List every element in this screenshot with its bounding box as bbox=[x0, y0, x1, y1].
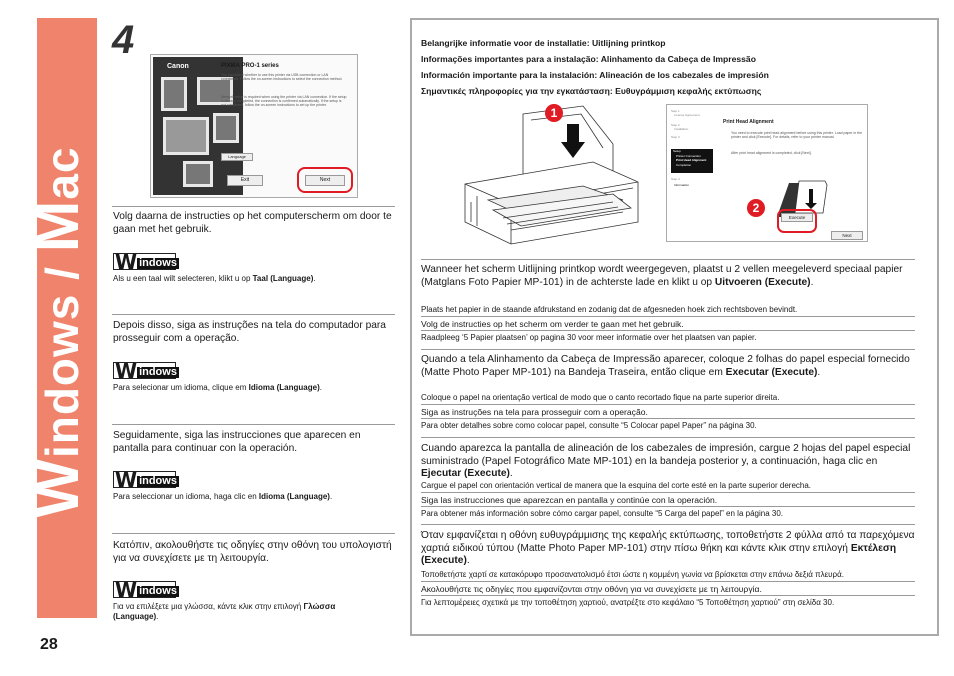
instruction-reference: Raadpleeg ‘5 Papier plaatsen’ op pagina 30 voor meer informatie over het plaatsen van papier. bbox=[421, 333, 757, 342]
divider bbox=[112, 424, 395, 425]
printer-illustration bbox=[463, 104, 653, 254]
windows-logo: W indows bbox=[115, 358, 177, 383]
step-label: Step 3 bbox=[671, 135, 680, 139]
step-number: 4 bbox=[112, 18, 135, 62]
setup-window-text: You can select whether to use this printer via USB connection or LAN connection. Follow the on-screen instructions to select the connection method. bbox=[221, 73, 343, 82]
section-text: Seguidamente, siga las instrucciones que aparecen en pantalla para continuar con la operación. bbox=[113, 430, 361, 454]
next-button[interactable]: Next bbox=[831, 231, 863, 240]
heading-es: Información importante para la instalación: Alineación de los cabezales de impresión bbox=[421, 70, 769, 80]
photo-frame bbox=[183, 161, 213, 187]
windows-logo: W indows bbox=[115, 577, 177, 602]
section-text: Κατόπιν, ακολουθήστε τις οδηγίες στην οθόνη του υπολογιστή για να συνεχίσετε με τη λειτουργία. bbox=[113, 540, 392, 564]
section-text: Volg daarna de instructies op het computerscherm om door te gaan met het gebruik. bbox=[113, 211, 392, 235]
windows-note: Para selecionar um idioma, clique em Idioma (Language). bbox=[113, 383, 322, 392]
setup-window-screenshot bbox=[150, 54, 358, 198]
divider bbox=[421, 259, 915, 260]
dialog-steps bbox=[667, 105, 715, 241]
instruction-main: Cuando aparezca la pantalla de alineación de los cabezales de impresión, cargue 2 hojas del papel especial suministrado (Papel Fotográfico Mate MP-101) en la bandeja posterior y, a continuación, haga clic en Ejecutar (Execute). bbox=[421, 443, 911, 479]
instruction-note: Cargue el papel con orientación vertical de manera que la esquina del corte esté en la parte superior derecha. bbox=[421, 481, 812, 490]
windows-logo: W indows bbox=[115, 467, 177, 492]
divider bbox=[112, 206, 395, 207]
execute-button[interactable]: Execute bbox=[781, 213, 813, 222]
side-title: Windows / Mac bbox=[23, 146, 92, 518]
windows-note: Para seleccionar un idioma, haga clic en Idioma (Language). bbox=[113, 492, 333, 501]
setup-window-title: PIXMA PRO-1 series bbox=[221, 63, 279, 69]
divider bbox=[421, 506, 915, 507]
next-button[interactable]: Next bbox=[305, 175, 345, 186]
step-label: Print Head Alignment bbox=[676, 158, 707, 162]
step-label: Step 2 bbox=[671, 123, 680, 127]
divider bbox=[421, 581, 915, 582]
windows-logo: W indows bbox=[115, 249, 177, 274]
heading-el: Σημαντικές πληροφορίες για την εγκατάσταση: Ευθυγράμμιση κεφαλής εκτύπωσης bbox=[421, 86, 762, 96]
divider bbox=[421, 404, 915, 405]
instruction-note: Τοποθετήστε χαρτί σε κατακόρυφο προσανατολισμό έτσι ώστε η κομμένη γωνία να βρίσκεται στην επάνω δεξιά πλευρά. bbox=[421, 570, 844, 579]
current-step-block bbox=[671, 149, 713, 173]
divider bbox=[421, 418, 915, 419]
instruction-note: Plaats het papier in de staande afdrukstand en zodanig dat de afgesneden hoek zich rechtsboven bevindt. bbox=[421, 305, 798, 314]
step-label: Installation bbox=[674, 127, 689, 131]
divider bbox=[421, 492, 915, 493]
instruction-follow: Volg de instructies op het scherm om verder te gaan met het gebruik. bbox=[421, 319, 684, 329]
step-label: License Agreement bbox=[674, 113, 700, 117]
brand-logo: Canon bbox=[167, 63, 189, 70]
dialog-title: Print Head Alignment bbox=[723, 119, 774, 125]
divider bbox=[421, 349, 915, 350]
divider bbox=[421, 437, 915, 438]
divider bbox=[421, 524, 915, 525]
heading-pt: Informações importantes para a instalação: Alinhamento da Cabeça de Impressão bbox=[421, 54, 756, 64]
divider bbox=[421, 330, 915, 331]
page-number: 28 bbox=[40, 636, 58, 653]
photo-frame bbox=[163, 117, 209, 155]
instruction-main: Όταν εμφανίζεται η οθόνη ευθυγράμμισης της κεφαλής εκτύπωσης, τοποθετήστε 2 φύλλα από τα παρεχόμενα χαρτιά ειδικού τύπου (Matte Photo Paper MP-101) στην πίσω θήκη και κάντε κλικ στην επιλογή Εκτέλεση (Execute). bbox=[421, 530, 915, 566]
step-badge-2: 2 bbox=[747, 199, 765, 217]
dialog-text: You need to execute print head alignment before using this printer. Load paper in the printer and click [Execute]. For details, refer to your printer manual. bbox=[731, 131, 863, 140]
step-label: Printer Connection bbox=[676, 153, 701, 158]
highlight-ring bbox=[297, 167, 353, 193]
instruction-follow: Siga as instruções na tela para prosseguir com a operação. bbox=[421, 407, 648, 417]
instruction-reference: Para obter detalhes sobre como colocar papel, consulte “5 Colocar papel Paper” na página 30. bbox=[421, 421, 757, 430]
step-label: Information bbox=[674, 183, 690, 187]
exit-button[interactable]: Exit bbox=[227, 175, 263, 186]
step-label: Step 1 bbox=[671, 109, 680, 113]
instruction-main: Wanneer het scherm Uitlijning printkop wordt weergegeven, plaatst u 2 vellen meegeleverd speciaal papier (Matglans Foto Papier MP-101) in de achterste lade en klikt u op Uitvoeren (Execute). bbox=[421, 264, 903, 288]
divider bbox=[112, 314, 395, 315]
section-text: Depois disso, siga as instruções na tela do computador para prosseguir com a operação. bbox=[113, 320, 386, 344]
dialog-text: After print head alignment is completed, click [Next]. bbox=[731, 151, 812, 155]
heading-nl: Belangrijke informatie voor de installatie: Uitlijning printkop bbox=[421, 38, 666, 48]
language-button[interactable]: Language bbox=[221, 153, 253, 161]
divider bbox=[421, 316, 915, 317]
instruction-reference: Para obtener más información sobre cómo cargar papel, consulte “5 Carga del papel” en la página 30. bbox=[421, 509, 783, 518]
step-label: Setup bbox=[673, 149, 681, 153]
step-label: Completion bbox=[676, 162, 692, 167]
setup-window-text: Network setup is required when using the printer via LAN connection. If the setup is already completed, the connection is confirmed automatically. If the setup is not completed, follow the on-screen instructions to set up the printer. bbox=[221, 95, 347, 108]
instruction-follow: Siga las instrucciones que aparezcan en pantalla y continúe con la operación. bbox=[421, 495, 718, 505]
divider bbox=[421, 595, 915, 596]
important-headings bbox=[421, 35, 769, 99]
windows-note: Για να επιλέξετε μια γλώσσα, κάντε κλικ στην επιλογή Γλώσσα (Language). bbox=[113, 602, 336, 621]
windows-note: Als u een taal wilt selecteren, klikt u op Taal (Language). bbox=[113, 274, 316, 283]
highlight-ring bbox=[777, 209, 817, 233]
instruction-follow: Ακολουθήστε τις οδηγίες που εμφανίζονται στην οθόνη για να συνεχίσετε με τη λειτουργία. bbox=[421, 584, 762, 594]
instruction-reference: Για λεπτομέρειες σχετικά με την τοποθέτηση χαρτιού, ανατρέξτε στο κεφάλαιο “5 Τοποθέτηση χαρτιού” στη σελίδα 30. bbox=[421, 598, 835, 607]
step-label: Step 4 bbox=[671, 177, 680, 181]
photo-frame bbox=[161, 77, 187, 111]
step-badge-1: 1 bbox=[545, 104, 563, 122]
alignment-dialog bbox=[666, 104, 868, 242]
divider bbox=[112, 533, 395, 534]
instruction-main: Quando a tela Alinhamento da Cabeça de Impressão aparecer, coloque 2 folhas do papel especial fornecido (Matte Photo Paper MP-101) na Bandeja Traseira, então clique em Executar (Execute). bbox=[421, 354, 910, 378]
instruction-note: Coloque o papel na orientação vertical de modo que o canto recortado fique na parte superior direita. bbox=[421, 393, 780, 402]
photo-frame bbox=[213, 113, 239, 143]
dialog-step-list bbox=[671, 109, 700, 139]
